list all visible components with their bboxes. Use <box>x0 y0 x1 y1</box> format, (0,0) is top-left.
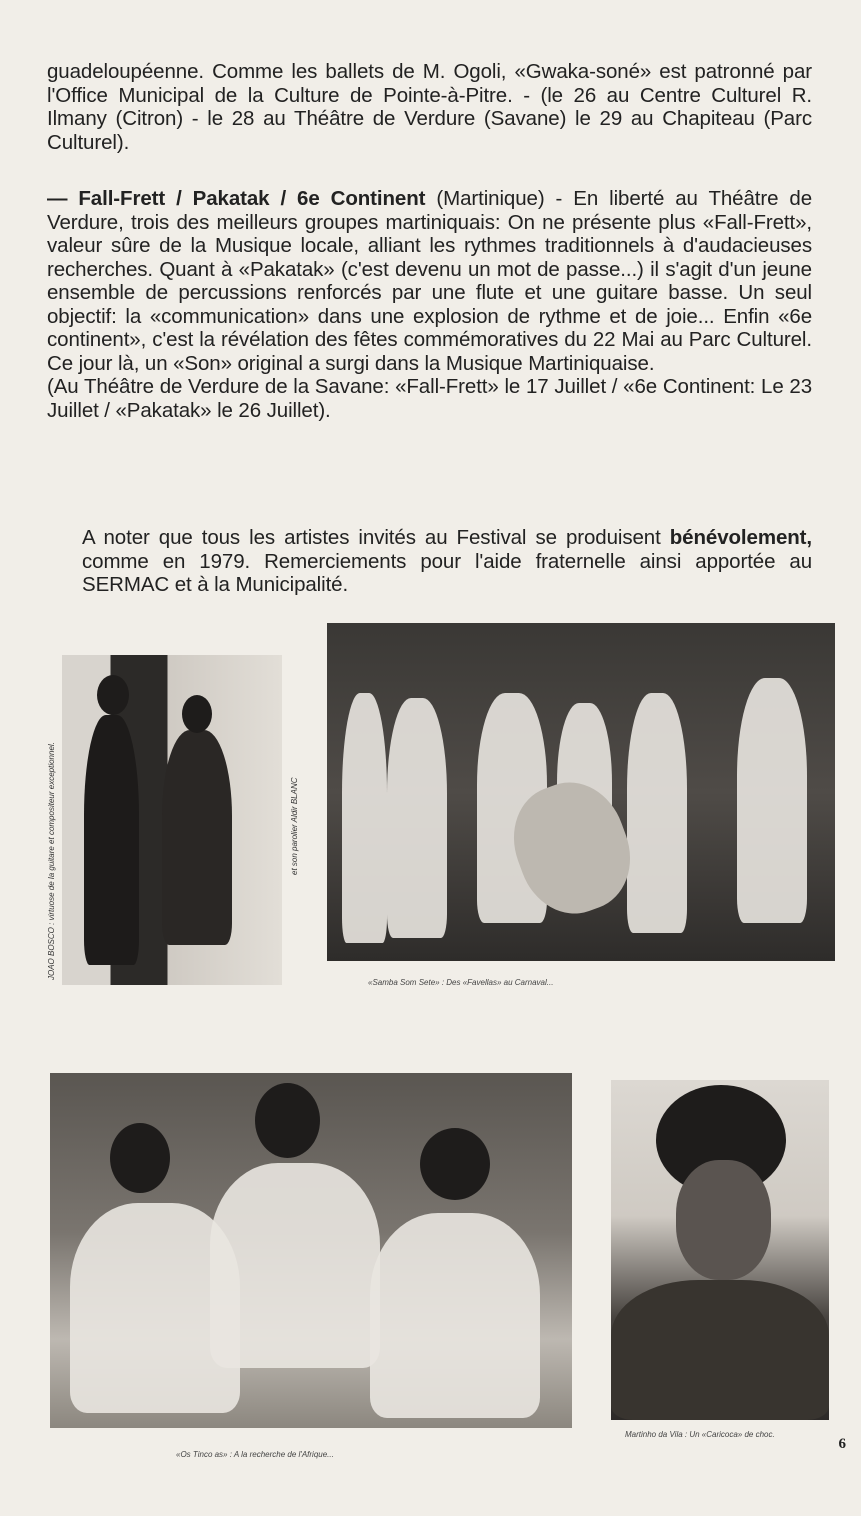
caption-joao-bosco: JOAO BOSCO : virtuose de la guitare et compositeur exceptionnel. <box>47 742 56 980</box>
benevolement-end: comme en 1979. Remerciements pour l'aide fraternelle ainsi apportée au SERMAC et à la Municipalité. <box>82 549 812 596</box>
photo-os-tincoas <box>50 1073 572 1428</box>
paragraph-benevolement <box>47 526 812 597</box>
groups-heading: — Fall-Frett / Pakatak / 6e Continent <box>47 187 426 210</box>
caption-samba: «Samba Som Sete» : Des «Favellas» au Carnaval... <box>368 978 554 987</box>
caption-lyricist: et son parolier Aldir BLANC <box>290 777 299 875</box>
benevolement-bold: bénévolement, <box>669 526 812 549</box>
page-number: 6 <box>838 1436 846 1452</box>
paragraph-gwaka <box>47 60 812 154</box>
photo-samba-som-sete <box>327 623 835 961</box>
photo-martinho-da-vila <box>611 1080 829 1420</box>
groups-dates: (Au Théâtre de Verdure de la Savane: «Fall-Frett» le 17 Juillet / «6e Continent: Le 23 Juillet / «Pakatak» le 26 Juillet). <box>47 375 812 422</box>
caption-tincoas: «Os Tinco as» : A la recherche de l'Afrique... <box>176 1450 334 1459</box>
groups-description: (Martinique) - En liberté au Théâtre de Verdure, trois des meilleurs groupes martiniquais: On ne présente plus «Fall-Frett», valeur sûre de la Musique locale, alliant les rythmes traditionnels à d'audacieuses recherches. Quant à «Pakatak» (c'est devenu un mot de passe...) il s'agit d'un jeune ensemble de percussions renforcés par une flute et une guitare basse. Un seul objectif: la «communication» dans une explosion de rythme et de joie... Enfin «6e continent», c'est la révélation des fêtes commémoratives du 22 Mai au Parc Culturel. Ce jour là, un «Son» original a surgi dans la Musique Martiniquaise. <box>47 187 813 375</box>
photo-joao-bosco <box>62 655 282 985</box>
paragraph-gwaka-text: guadeloupéenne. Comme les ballets de M. Ogoli, «Gwaka-soné» est patronné par l'Office Municipal de la Culture de Pointe-à-Pitre. - (le 26 au Centre Culturel R. Ilmany (Citron) - le 28 au Théâtre de Verdure (Savane) le 29 au Chapiteau (Parc Culturel). <box>47 60 812 154</box>
benevolement-start: A noter que tous les artistes invités au Festival se produisent <box>82 526 670 549</box>
caption-martinho: Martinho da Vila : Un «Caricoca» de choc. <box>625 1430 775 1439</box>
paragraph-martinique-groups <box>47 187 812 422</box>
